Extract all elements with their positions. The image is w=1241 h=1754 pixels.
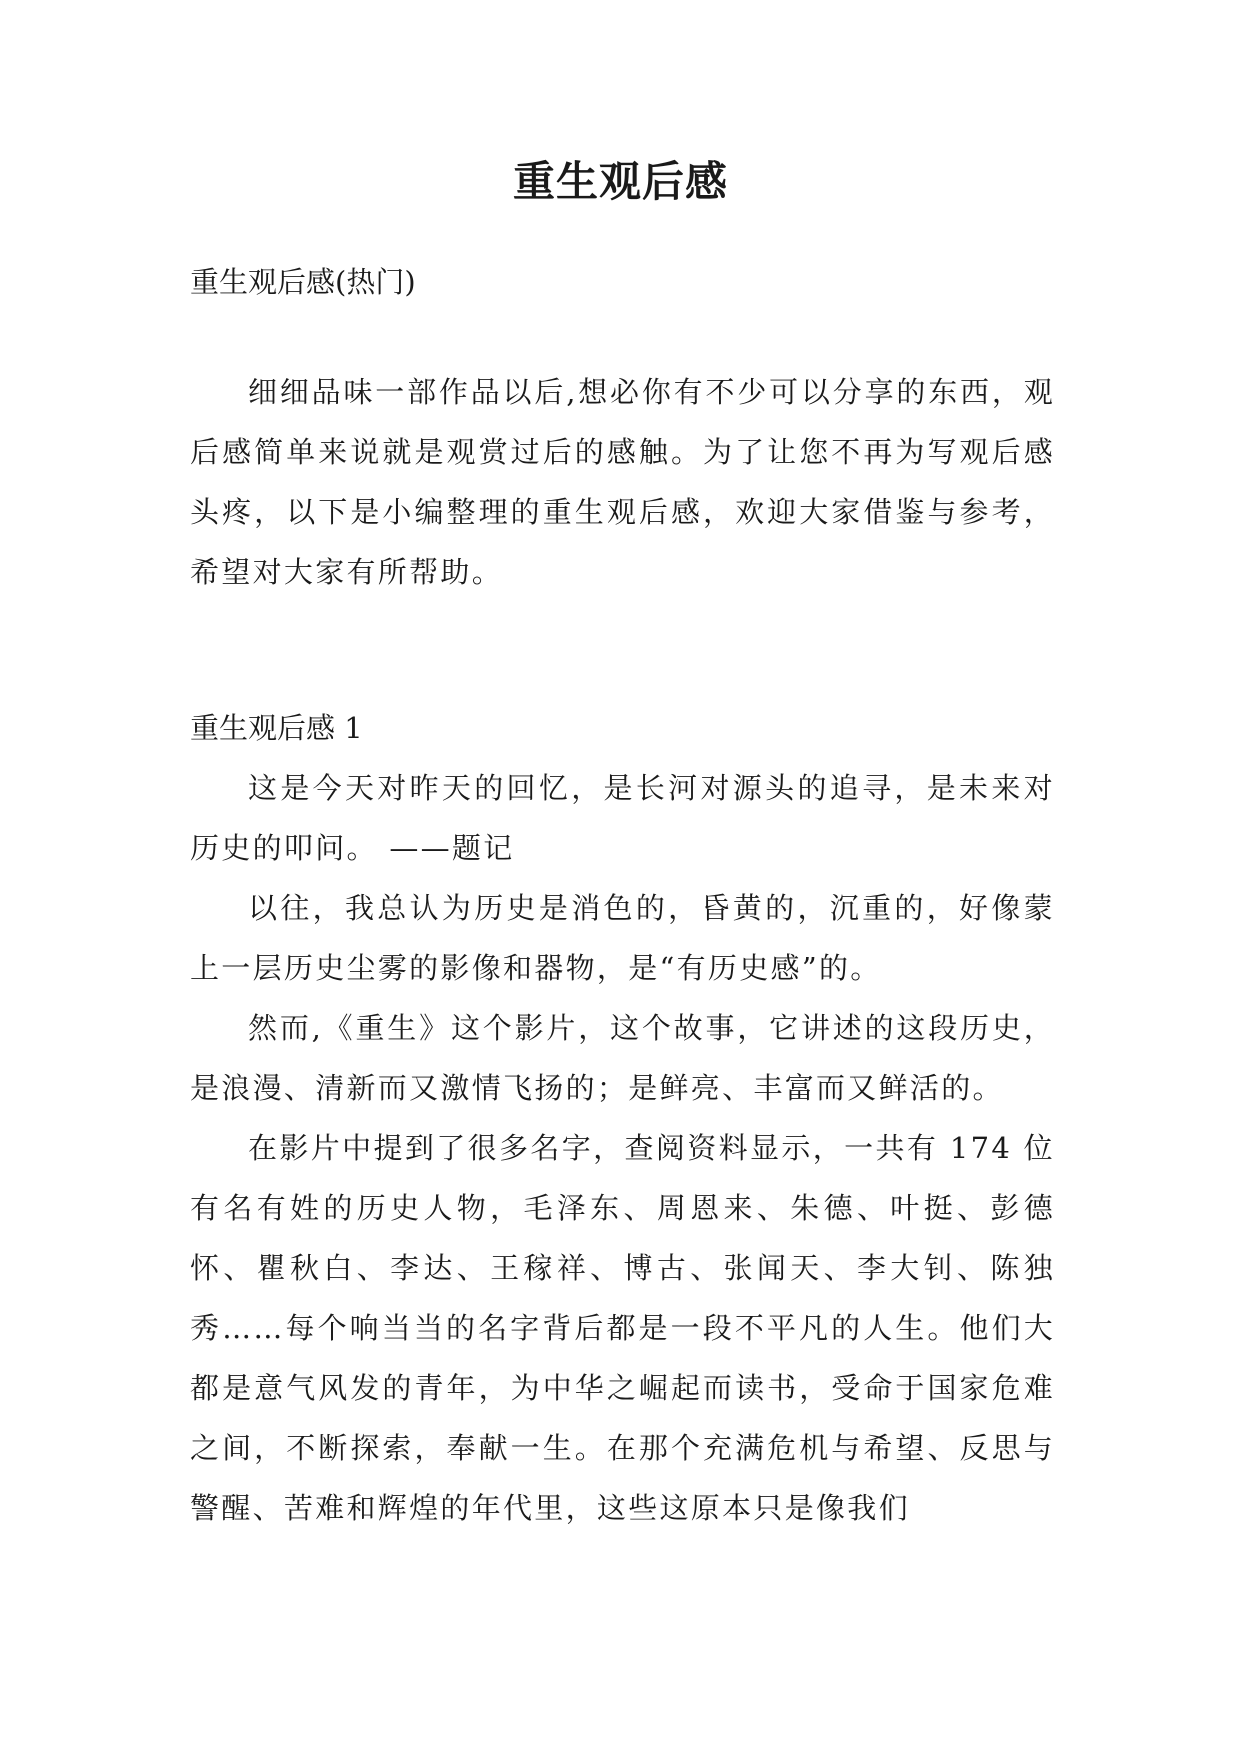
- section-heading: 重生观后感 1: [190, 711, 363, 745]
- body-paragraph-1: 这是今天对昨天的回忆，是长河对源头的追寻，是未来对历史的叩问。 ——题记: [190, 771, 1055, 865]
- body-paragraph-2: 以往，我总认为历史是消色的，昏黄的，沉重的，好像蒙上一层历史尘雾的影像和器物，是“有历史感”的。: [190, 891, 1055, 985]
- intro-paragraph: 细细品味一部作品以后,想必你有不少可以分享的东西，观后感简单来说就是观赏过后的感触。为了让您不再为写观后感头疼，以下是小编整理的重生观后感，欢迎大家借鉴与参考，希望对大家有所帮助。: [190, 375, 1055, 589]
- document-subtitle: 重生观后感(热门): [190, 265, 416, 299]
- intro-block: [190, 362, 1055, 602]
- body-paragraph-4: 在影片中提到了很多名字，查阅资料显示，一共有 174 位有名有姓的历史人物，毛泽东、周恩来、朱德、叶挺、彭德怀、瞿秋白、李达、王稼祥、博古、张闻天、李大钊、陈独秀……每个响当当的名字背后都是一段不平凡的人生。他们大都是意气风发的青年，为中华之崛起而读书，受命于国家危难之间，不断探索，奉献一生。在那个充满危机与希望、反思与警醒、苦难和辉煌的年代里，这些这原本只是像我们: [190, 1131, 1055, 1525]
- document-title: 重生观后感: [512, 157, 728, 206]
- body-text: [190, 758, 1055, 1538]
- body-paragraph-3: 然而,《重生》这个影片，这个故事，它讲述的这段历史，是浪漫、清新而又激情飞扬的；是鲜亮、丰富而又鲜活的。: [190, 1011, 1055, 1105]
